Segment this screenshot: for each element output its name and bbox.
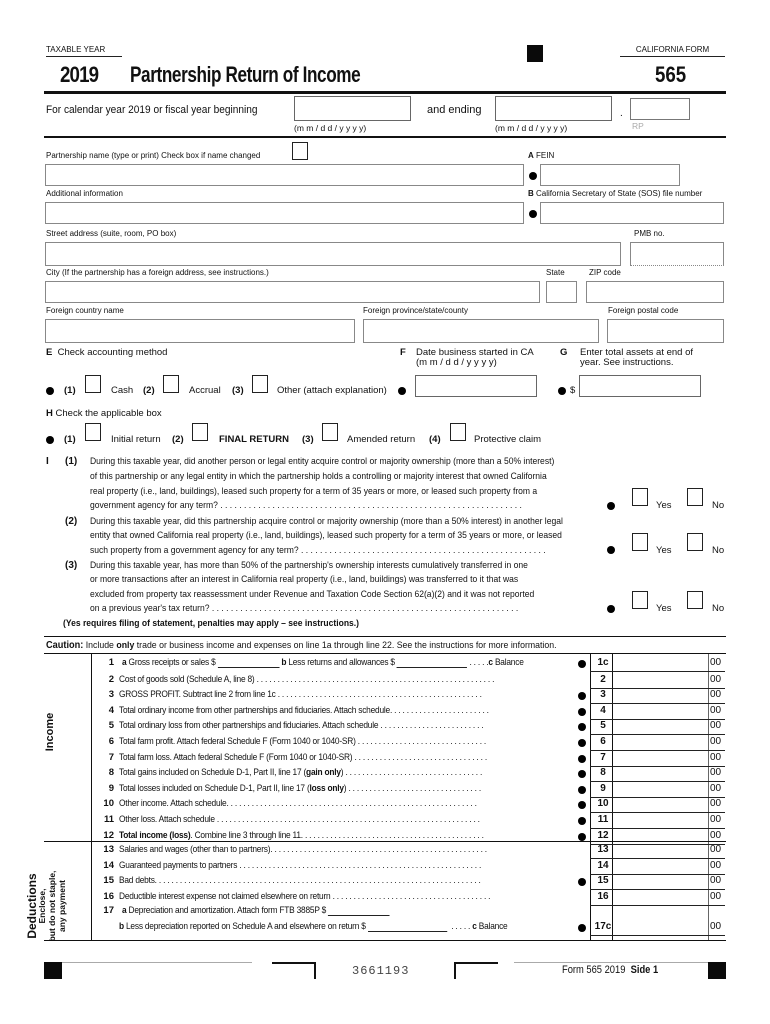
street-address-label: Street address (suite, room, PO box)	[46, 229, 177, 238]
income-line-2	[100, 674, 654, 690]
line-description	[119, 752, 590, 763]
option-e1-label: Cash	[111, 385, 134, 396]
line-box-label: 6	[600, 735, 606, 747]
line-text: Deductible interest expense not claimed elsewhere on return . . . . . . . . . . . . . . . . . . . . . . . . . . . . . . . . . . . . . .	[119, 890, 491, 902]
partnership-name-input[interactable]	[45, 164, 524, 186]
line-5-amount-input[interactable]	[614, 718, 707, 733]
line-text: Total ordinary loss from other partnerships and fiduciaries. Attach schedule . . . . . . . . . . . . . . . . . . . . . . . . .	[119, 720, 484, 732]
line-text-bold: loss only	[309, 782, 344, 794]
line-description	[119, 736, 590, 747]
line-17c-letter: c	[472, 921, 477, 932]
footer-form-text: Form 565 2019	[562, 964, 626, 976]
line-box-label: 8	[600, 767, 606, 779]
line-4-required-dot	[578, 708, 586, 716]
income-line-11	[100, 814, 654, 830]
line-2-amount-input[interactable]	[614, 672, 707, 687]
line-box-label: 17c	[594, 921, 612, 932]
line-cents: 00	[710, 767, 722, 779]
line-number: 17	[103, 905, 114, 916]
taxable-year-label: TAXABLE YEAR	[46, 45, 122, 57]
line-cents: 00	[710, 798, 722, 810]
row-rule	[590, 905, 725, 906]
line-box-label: 5	[600, 720, 606, 732]
question-i3-line: or more transactions after an interest in California real property (i.e., land, buildings) was transferred to it that was	[90, 574, 519, 585]
state-input[interactable]	[546, 281, 577, 303]
line-17c-required-dot	[578, 924, 586, 932]
line-17b-letter: b	[119, 921, 124, 932]
line-3-amount-input[interactable]	[614, 687, 707, 702]
line-12-amount-input[interactable]	[614, 828, 707, 843]
deduction-line-13	[100, 844, 654, 860]
line-14-amount-input[interactable]	[614, 858, 707, 873]
income-line-7	[100, 752, 654, 768]
line-6-required-dot	[578, 739, 586, 747]
line-box-label: 15	[597, 875, 609, 887]
total-assets-required-dot	[558, 387, 566, 395]
line-16-amount-input[interactable]	[614, 889, 707, 904]
deduction-line-17a	[100, 905, 426, 921]
deductions-section-label	[27, 856, 79, 956]
question-i1-no-label: No	[712, 500, 725, 511]
pmb-label: PMB no.	[634, 229, 665, 238]
line-box-label: 1c	[597, 657, 609, 668]
line-cents: 00	[710, 704, 722, 716]
zip-label: ZIP code	[589, 268, 621, 277]
amended-return-checkbox[interactable]	[322, 423, 338, 441]
option-h2-num: (2)	[172, 434, 184, 445]
question-i3-line: During this taxable year, has more than 50% of the partnership's ownership interests cumulatively transferred in one	[90, 560, 528, 571]
line-description	[119, 798, 590, 809]
line-description	[119, 814, 590, 825]
line-number: 3	[108, 689, 114, 701]
line-description	[119, 674, 590, 685]
line-text: Total losses included on Schedule D-1, Part II, line 17 (	[119, 782, 310, 794]
section-f-label-2: (m m / d d / y y y y)	[416, 357, 497, 368]
caution-text	[46, 640, 557, 651]
sos-required-dot	[529, 210, 537, 218]
line-1c-dots: . . . . .	[469, 657, 489, 668]
question-i3-line: excluded from property tax reassessment under Revenue and Taxation Code Section 62(a)(2) and it was not reported	[90, 589, 535, 600]
option-h3-label: Amended return	[347, 434, 416, 445]
question-i3-required-dot	[607, 605, 615, 613]
section-i-note: (Yes requires filing of statement, penalties may apply – see instructions.)	[63, 618, 360, 629]
line-description	[119, 689, 590, 700]
line-number: 15	[103, 875, 114, 887]
section-h-letter: H	[46, 408, 53, 419]
question-i3-num: (3)	[65, 560, 78, 571]
section-e-required-dot	[46, 387, 54, 395]
sos-text: California Secretary of State (SOS) file number	[536, 189, 703, 198]
line-1a-letter: a	[121, 657, 127, 668]
line-box-label: 13	[597, 844, 609, 855]
caution-only: only	[116, 640, 135, 651]
question-i1-line: During this taxable year, did another person or legal entity acquire control or majority ownership (more than a 50% interest)	[90, 456, 555, 467]
fein-label	[528, 151, 554, 160]
section-h-label	[46, 408, 162, 419]
line-cents: 00	[710, 921, 722, 932]
deduction-line-14	[100, 860, 654, 876]
foreign-country-input[interactable]	[45, 319, 355, 343]
line-12-required-dot	[578, 833, 586, 841]
option-h2-label: FINAL RETURN	[219, 434, 290, 445]
state-label: State	[546, 268, 565, 277]
cash-checkbox[interactable]	[85, 375, 101, 393]
question-i2-no-checkbox[interactable]	[687, 533, 703, 551]
question-i1-line: of this partnership or any legal entity in which the partnership holds a controlling or majority interest that owned California	[90, 471, 547, 482]
option-e2-num: (2)	[143, 385, 155, 396]
line-cents: 00	[710, 720, 722, 732]
line-text: Total ordinary income from other partnerships and fiduciaries. Attach schedule. . . . . . . . . . . . . . . . . . . . . . . .	[119, 704, 489, 716]
question-i2-line: such property from a government agency for any term? . . . . . . . . . . . . . . . . . . . . . . . . . . . . . . . . . . . . . . . . . . . . . . . . . . . .	[90, 545, 546, 556]
option-h1-num: (1)	[64, 434, 76, 445]
question-i3-line: on a previous year's tax return? . . . . . . . . . . . . . . . . . . . . . . . . . . . . . . . . . . . . . . . . . . . . . . . . . . . . . . . . . . . . . . . . .	[90, 603, 519, 614]
line-number: 7	[108, 751, 114, 763]
line-number: 13	[103, 844, 114, 855]
period-prefix: For calendar year 2019 or fiscal year beginning	[46, 104, 258, 116]
line-description	[119, 767, 590, 778]
line-text: Salaries and wages (other than to partners). . . . . . . . . . . . . . . . . . . . . . . . . . . . . . . . . . . . . . . . . . . . . . . . . . . .	[119, 844, 487, 855]
line-text-bold: Total income (loss)	[119, 829, 191, 841]
option-h1-label: Initial return	[111, 434, 161, 445]
registration-mark-top	[527, 45, 543, 62]
line-number: 8	[108, 767, 114, 779]
line-11-required-dot	[578, 817, 586, 825]
income-line-3	[100, 689, 654, 705]
header-rule	[44, 91, 726, 94]
question-i3-yes-checkbox[interactable]	[632, 591, 648, 609]
line-description	[119, 783, 590, 794]
registration-mark-bottom-left	[44, 962, 62, 979]
line-text: ) . . . . . . . . . . . . . . . . . . . . . . . . . . . . . . . . .	[340, 767, 483, 779]
rp-input[interactable]	[630, 98, 690, 120]
foreign-country-label: Foreign country name	[46, 306, 124, 315]
line-text-bold: gain only	[306, 767, 341, 779]
line-15-amount-input[interactable]	[614, 873, 707, 888]
sos-label	[528, 189, 702, 198]
line-cents: 00	[710, 782, 722, 794]
line-8-amount-input[interactable]	[614, 765, 707, 780]
question-i1-yes-label: Yes	[656, 500, 672, 511]
beginning-date-hint: (m m / d d / y y y y)	[294, 123, 367, 133]
line-box-label: 12	[597, 829, 609, 841]
question-i1-num: (1)	[65, 456, 78, 467]
fein-text: FEIN	[536, 151, 555, 160]
fein-required-dot	[529, 172, 537, 180]
line-number: 12	[103, 829, 114, 841]
name-changed-checkbox[interactable]	[292, 142, 308, 160]
line-text: ) . . . . . . . . . . . . . . . . . . . . . . . . . . . . . . . .	[343, 782, 481, 794]
question-i3-no-label: No	[712, 603, 725, 614]
line-9-required-dot	[578, 786, 586, 794]
line-17c-amount-input[interactable]	[614, 919, 707, 934]
line-box-label: 4	[600, 704, 606, 716]
corner-mark-left	[272, 962, 316, 979]
income-section-label: Income	[44, 712, 56, 752]
option-e1-num: (1)	[64, 385, 76, 396]
footer-side-label: Side 1	[630, 964, 659, 976]
period-rule	[44, 136, 726, 138]
ending-date-hint: (m m / d d / y y y y)	[495, 123, 568, 133]
line-cents: 00	[710, 735, 722, 747]
california-form-label: CALIFORNIA FORM	[620, 45, 725, 57]
and-ending-label: and ending	[427, 104, 482, 116]
question-i1-yes-checkbox[interactable]	[632, 488, 648, 506]
income-line-6	[100, 736, 654, 752]
table-bottom-rule	[44, 940, 726, 941]
partnership-name-label: Partnership name (type or print) Check box if name changed	[46, 151, 261, 160]
footer-right-rule	[514, 962, 708, 963]
line-7-amount-input[interactable]	[614, 750, 707, 765]
line-cents: 00	[710, 890, 722, 902]
line-box-label: 7	[600, 751, 606, 763]
line-9-amount-input[interactable]	[614, 781, 707, 796]
caution-top-rule	[44, 636, 726, 637]
section-e-text: Check accounting method	[57, 347, 168, 358]
line-1c-letter: c	[488, 657, 493, 668]
foreign-postal-input[interactable]	[607, 319, 724, 343]
line-box-label: 16	[597, 890, 609, 902]
city-input[interactable]	[45, 281, 540, 303]
question-i2-line: entity that owned California real property (i.e., land, buildings), leased such property for a term of 35 years or more, or leased	[90, 530, 562, 541]
line-description	[119, 891, 590, 902]
line-1a-text: Gross receipts or sales $	[128, 657, 216, 668]
income-line-8	[100, 767, 654, 783]
line-1c-required-dot	[578, 660, 586, 668]
option-e2-label: Accrual	[189, 385, 221, 396]
deduction-line-15	[100, 875, 654, 891]
footer-left-rule	[62, 962, 252, 963]
line-cents: 00	[710, 673, 722, 685]
question-i1-required-dot	[607, 502, 615, 510]
line-description	[119, 860, 590, 871]
accrual-checkbox[interactable]	[163, 375, 179, 393]
section-h-required-dot	[46, 436, 54, 444]
line-1c-amount-input[interactable]	[614, 655, 707, 670]
section-f-label-1: Date business started in CA	[416, 347, 534, 358]
line-17a-letter: a	[121, 905, 127, 916]
final-return-checkbox[interactable]	[192, 423, 208, 441]
line-cents: 00	[710, 859, 722, 871]
question-i2-num: (2)	[65, 516, 78, 527]
form-number: 565	[655, 62, 687, 87]
line-box-label: 11	[597, 813, 609, 825]
line-10-amount-input[interactable]	[614, 796, 707, 811]
line-1b-text: Less returns and allowances $	[287, 657, 395, 668]
date-business-started-input[interactable]	[415, 375, 537, 397]
line-13-amount-input[interactable]	[614, 842, 707, 857]
protective-claim-checkbox[interactable]	[450, 423, 466, 441]
period-separator: .	[620, 108, 623, 119]
foreign-postal-label: Foreign postal code	[608, 306, 679, 315]
deductions-title: Deductions	[25, 873, 39, 939]
income-line-1	[100, 657, 578, 673]
corner-mark-right	[454, 962, 498, 979]
line-text: Total farm loss. Attach federal Schedule F (Form 1040 or 1040-SR) . . . . . . . . . . . . . . . . . . . . . . . . . . . . . . . .	[119, 751, 487, 763]
caution-before: Include	[85, 640, 114, 651]
income-line-9	[100, 783, 654, 799]
line-4-amount-input[interactable]	[614, 703, 707, 718]
section-label-divider	[91, 654, 92, 941]
question-i2-yes-label: Yes	[656, 545, 672, 556]
deductions-sub-2: but do not staple,	[47, 870, 57, 942]
income-line-10	[100, 798, 654, 814]
line-6-amount-input[interactable]	[614, 734, 707, 749]
line-box-label: 14	[597, 859, 609, 871]
rp-label: RP	[632, 121, 644, 131]
line-description	[119, 844, 590, 855]
line-cents: 00	[710, 813, 722, 825]
line-cents: 00	[710, 689, 722, 701]
registration-mark-bottom-right	[708, 962, 726, 979]
line-number: 11	[103, 813, 114, 825]
foreign-province-input[interactable]	[363, 319, 599, 343]
date-started-required-dot	[398, 387, 406, 395]
line-box-label: 10	[597, 798, 609, 810]
initial-return-checkbox[interactable]	[85, 423, 101, 441]
tax-year: 2019	[60, 62, 99, 87]
option-h4-label: Protective claim	[474, 434, 542, 445]
line-box-label: 2	[600, 673, 606, 685]
row-rule	[590, 935, 725, 936]
line-number: 14	[103, 859, 114, 871]
line-cents: 00	[710, 751, 722, 763]
line-number: 9	[108, 782, 114, 794]
line-description	[119, 830, 590, 841]
line-text: Bad debts. . . . . . . . . . . . . . . . . . . . . . . . . . . . . . . . . . . . . . . . . . . . . . . . . . . . . . . . . . . . . . . . . . . . . . . . . . . . . .	[119, 875, 481, 887]
line-text: Guaranteed payments to partners . . . . . . . . . . . . . . . . . . . . . . . . . . . . . . . . . . . . . . . . . . . . . . . . . . . . . . . . . .	[119, 859, 482, 871]
line-text: . Combine line 3 through line 11. . . . . . . . . . . . . . . . . . . . . . . . . . . . . . . . . . . . . . . . . . . .	[190, 829, 484, 841]
line-text: GROSS PROFIT. Subtract line 2 from line 1c . . . . . . . . . . . . . . . . . . . . . . . . . . . . . . . . . . . . . . . . . . . . . . . . .	[119, 689, 482, 701]
less-depreciation-input[interactable]	[368, 921, 447, 932]
line-number: 16	[103, 890, 114, 902]
line-cents: 00	[710, 844, 722, 855]
city-label: City (If the partnership has a foreign address, see instructions.)	[46, 268, 269, 277]
option-e3-num: (3)	[232, 385, 244, 396]
additional-info-label: Additional information	[46, 189, 123, 198]
fein-letter: A	[528, 151, 534, 160]
fiscal-year-ending-input[interactable]	[495, 96, 612, 121]
question-i2-line: During this taxable year, did this partnership acquire control or majority ownership (more than a 50% interest) in another legal	[90, 516, 563, 527]
footer-form-label	[562, 964, 658, 976]
line-description	[119, 720, 590, 731]
line-text: Other loss. Attach schedule . . . . . . . . . . . . . . . . . . . . . . . . . . . . . . . . . . . . . . . . . . . . . . . . . . . . . . . . . . . . . . .	[119, 813, 480, 825]
line-7-required-dot	[578, 755, 586, 763]
line-cents: 00	[710, 875, 722, 887]
form-title: Partnership Return of Income	[130, 62, 361, 87]
question-i3-no-checkbox[interactable]	[687, 591, 703, 609]
line-number: 10	[103, 798, 114, 810]
barcode-number: 3661193	[352, 964, 410, 978]
street-address-input[interactable]	[45, 242, 621, 266]
additional-info-input[interactable]	[45, 202, 524, 224]
line-text: Total farm profit. Attach federal Schedule F (Form 1040 or 1040-SR) . . . . . . . . . . . . . . . . . . . . . . . . . . . . . . .	[119, 735, 487, 747]
income-line-4	[100, 705, 654, 721]
returns-allowances-input[interactable]	[397, 657, 467, 668]
line-box-label: 3	[600, 689, 606, 701]
deductions-sub-3: any payment	[57, 880, 67, 932]
question-i2-required-dot	[607, 546, 615, 554]
caution-after: trade or business income and expenses on line 1a through line 22. See the instructions for more information.	[136, 640, 557, 651]
option-e3-label: Other (attach explanation)	[277, 385, 387, 396]
line-text: Total gains included on Schedule D-1, Part II, line 17 (	[119, 767, 307, 779]
line-17a-text: Depreciation and amortization. Attach form FTB 3885P $	[128, 905, 326, 916]
line-17b-text: Less depreciation reported on Schedule A and elsewhere on return $	[125, 921, 366, 932]
total-assets-input[interactable]	[579, 375, 701, 397]
question-i1-no-checkbox[interactable]	[687, 488, 703, 506]
line-cents: 00	[710, 829, 722, 841]
zip-code-input[interactable]	[586, 281, 724, 303]
line-description	[119, 875, 590, 886]
question-i2-yes-checkbox[interactable]	[632, 533, 648, 551]
line-17c-text: Balance	[478, 921, 508, 932]
section-e-label	[46, 347, 167, 358]
question-i2-no-label: No	[712, 545, 725, 556]
income-line-5	[100, 720, 654, 736]
line-text: Other income. Attach schedule. . . . . . . . . . . . . . . . . . . . . . . . . . . . . . . . . . . . . . . . . . . . . . . . . . . . . . . . . . . .	[119, 798, 477, 810]
option-h3-num: (3)	[302, 434, 314, 445]
section-g-letter: G	[560, 347, 568, 358]
deduction-line-17b	[119, 921, 560, 937]
section-h-text: Check the applicable box	[55, 408, 162, 419]
line-number: 5	[108, 720, 114, 732]
line-1c-text: Balance	[494, 657, 524, 668]
section-g-label-1: Enter total assets at end of	[580, 347, 694, 358]
gross-receipts-input[interactable]	[217, 657, 279, 668]
depreciation-input[interactable]	[328, 905, 390, 916]
question-i1-line: government agency for any term? . . . . . . . . . . . . . . . . . . . . . . . . . . . . . . . . . . . . . . . . . . . . . . . . . . . . . . . . . . . . . . . .	[90, 500, 522, 511]
section-e-letter: E	[46, 347, 53, 358]
line-1b-letter: b	[280, 657, 286, 668]
section-f-letter: F	[400, 347, 406, 358]
sos-file-number-input[interactable]	[540, 202, 724, 224]
line-11-amount-input[interactable]	[614, 812, 707, 827]
line-number: 4	[108, 704, 114, 716]
line-number: 6	[108, 735, 114, 747]
line-17c-dots: . . . . .	[451, 921, 471, 932]
question-i1-line: real property (i.e., land, buildings), leased such property for a term of 35 years or more, or leased such property from a	[90, 486, 538, 497]
option-h4-num: (4)	[429, 434, 441, 445]
line-number: 1	[108, 657, 114, 668]
total-assets-currency: $	[570, 385, 576, 396]
section-g-label-2: year. See instructions.	[580, 357, 674, 368]
question-i3-yes-label: Yes	[656, 603, 672, 614]
sos-letter: B	[528, 189, 534, 198]
line-box-label: 9	[600, 782, 606, 794]
fiscal-year-beginning-input[interactable]	[294, 96, 411, 121]
caution-bottom-rule	[44, 653, 726, 654]
section-i-letter: I	[46, 456, 49, 467]
deductions-sub-1: Enclose,	[37, 888, 47, 924]
line-cents: 00	[710, 657, 722, 668]
other-method-checkbox[interactable]	[252, 375, 268, 393]
line-description	[119, 705, 590, 716]
fein-input[interactable]	[540, 164, 680, 186]
line-number: 2	[108, 673, 114, 685]
caution-label: Caution:	[46, 640, 84, 651]
line-text: Cost of goods sold (Schedule A, line 8) . . . . . . . . . . . . . . . . . . . . . . . . . . . . . . . . . . . . . . . . . . . . . . . . . . . . . . . . .	[119, 673, 495, 685]
foreign-province-label: Foreign province/state/county	[363, 306, 468, 315]
pmb-input[interactable]	[630, 242, 724, 266]
